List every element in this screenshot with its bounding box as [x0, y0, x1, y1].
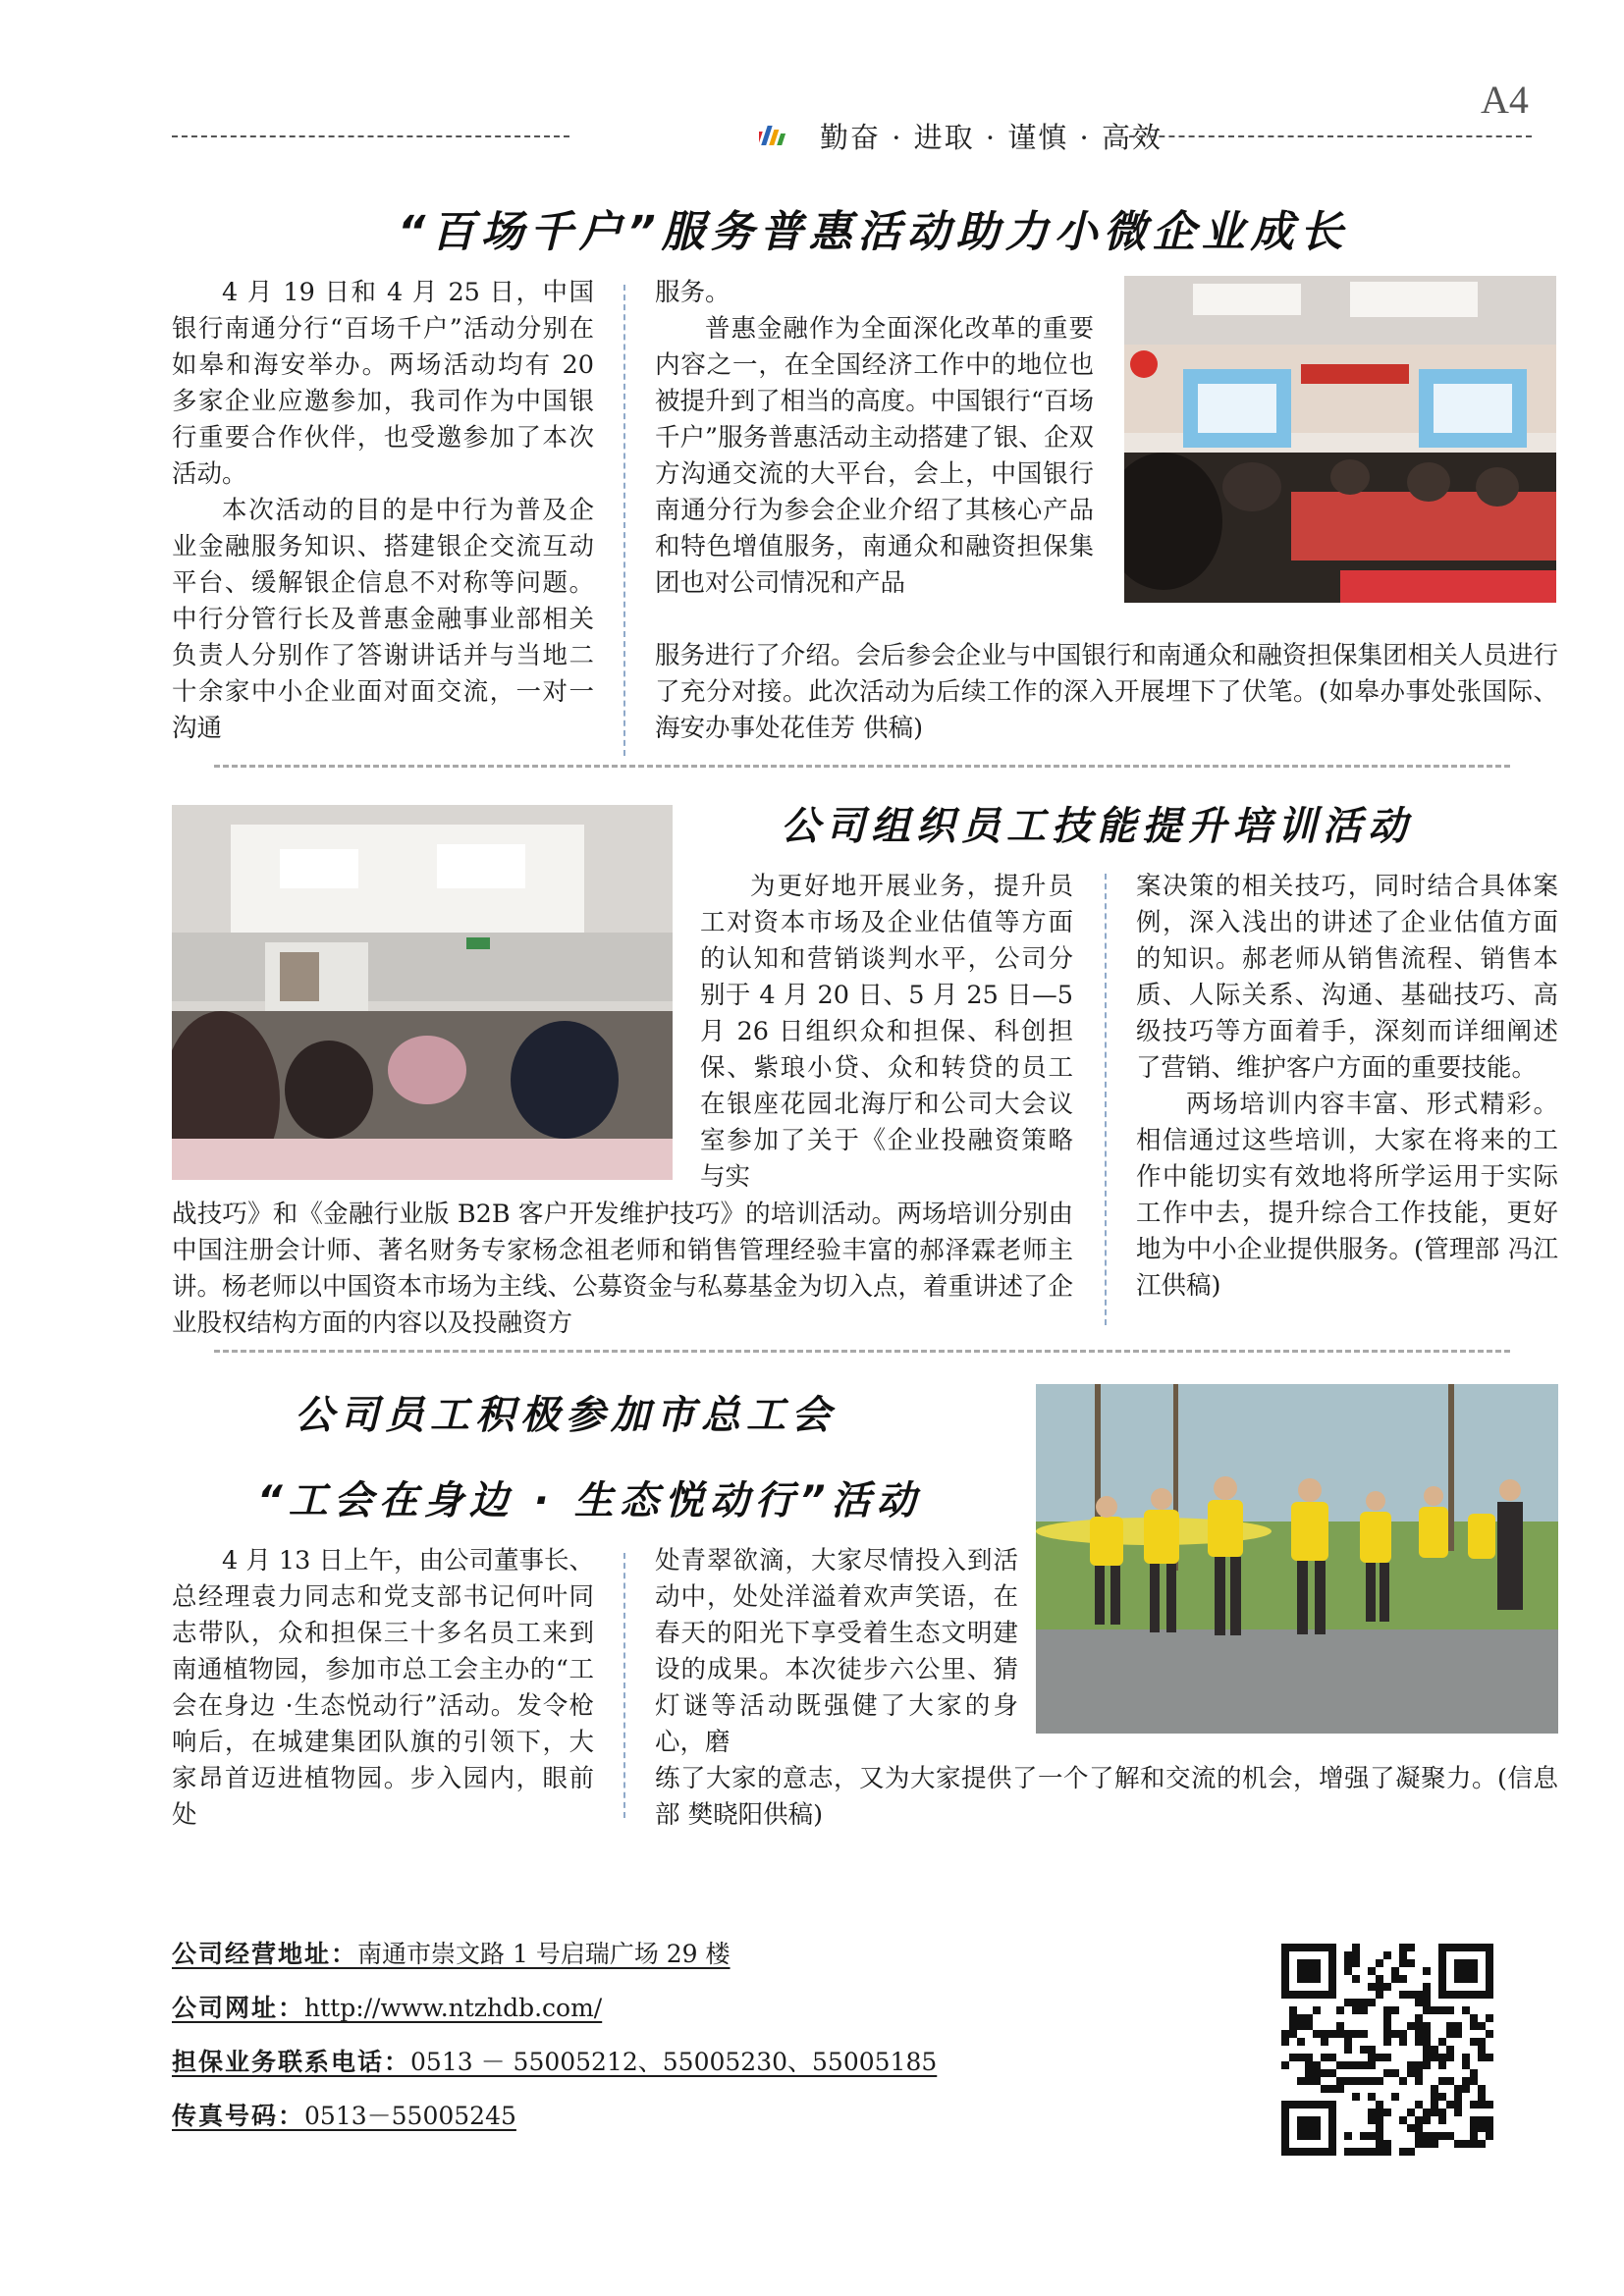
article1-col2-para1-end: 服务进行了介绍。会后参会企业与中国银行和南通众和融资担保集团相关人员进行了充分对接。此次活动为后续工作的深入开展埋下了伏笔。(如皋办事处张国际、海安办事处花佳芳 供稿) — [655, 641, 1558, 743]
footer-fax — [172, 2097, 516, 2132]
article1-col1-para1: 4 月 19 日和 4 月 25 日，中国银行南通分行“百场千户”活动分别在如皋和海安举办。两场活动均有 20 多家企业应邀参加，我司作为中国银行重要合作伙伴，也受邀参加了本次活动。 — [172, 278, 594, 489]
photo-training-session — [172, 805, 673, 1180]
article3-column2-wide — [655, 1761, 1558, 1834]
article3-column2 — [655, 1543, 1018, 1761]
article3-title-line1: 公司员工积极参加市总工会 — [295, 1393, 837, 1438]
page-number: A4 — [1481, 78, 1529, 122]
article2-col1-para1: 为更好地开展业务，提升员工对资本市场及企业估值等方面的认知和营销谈判水平，公司分别于 4 月 20 日、5 月 25 日—5 月 26 日组织众和担保、科创担保、紫琅小贷、众和转贷的员工在银座花园北海厅和公司大会议室参加了关于《企业投融资策略与实 — [700, 872, 1073, 1192]
footer-address-value: 南通市崇文路 1 号启瑞广场 29 楼 — [357, 1940, 731, 1968]
article3-col2-para1-end: 练了大家的意志，又为大家提供了一个了解和交流的机会，增强了凝聚力。(信息部 樊晓阳供稿) — [655, 1764, 1558, 1830]
footer-address — [172, 1935, 731, 1970]
company-logo-icon — [759, 122, 792, 147]
article1-column1 — [172, 275, 594, 747]
article2-column1-wide — [172, 1197, 1073, 1342]
article2-col2-para2: 两场培训内容丰富、形式精彩。相信通过这些培训，大家在将来的工作中能切实有效地将所学运用于实际工作中去，提升综合工作技能，更好地为中小企业提供服务。(管理部 冯江江供稿) — [1136, 1090, 1558, 1301]
article3-col2-para1: 处青翠欲滴，大家尽情投入到活动中，处处洋溢着欢声笑语，在春天的阳光下享受着生态文明建设的成果。本次徒步六公里、猜灯谜等活动既强健了大家的身心，磨 — [655, 1546, 1018, 1757]
article3-column1 — [172, 1543, 594, 1834]
motto-divider-left — [172, 135, 569, 137]
article2-col1-para1-end: 战技巧》和《金融行业版 B2B 客户开发维护技巧》的培训活动。两场培训分别由中国注册会计师、著名财务专家杨念祖老师和销售管理经验丰富的郝泽霖老师主讲。杨老师以中国资本市场为主线、公募资金与私募基金为切入点，着重讲述了企业股权结构方面的内容以及投融资方 — [172, 1200, 1074, 1338]
footer-fax-label: 传真号码： — [172, 2102, 305, 2130]
footer-phone-label: 担保业务联系电话： — [172, 2048, 411, 2076]
article1-col2-para1: 普惠金融作为全面深化改革的重要内容之一，在全国经济工作中的地位也被提升到了相当的高度。中国银行“百场千户”服务普惠活动主动搭建了银、企双方沟通交流的大平台，会上，中国银行南通分行为参会企业介绍了其核心产品和特色增值服务，南通众和融资担保集团也对公司情况和产品 — [655, 314, 1094, 598]
article2-column-divider — [1105, 874, 1107, 1325]
motto-text: 勤奋 · 进取 · 谨慎 · 高效 — [820, 121, 1163, 154]
motto-divider-right — [1129, 135, 1532, 137]
article3-column-divider — [623, 1553, 625, 1818]
footer-fax-value: 0513－55005245 — [304, 2102, 516, 2130]
photo-eco-walk — [1036, 1384, 1558, 1734]
article1-col2-continuation: 服务。 — [655, 278, 731, 307]
qr-code-icon — [1281, 1944, 1493, 2156]
footer-website — [172, 1989, 602, 2024]
article1-column2 — [655, 275, 1094, 602]
article3-col1-para1: 4 月 13 日上午，由公司董事长、总经理袁力同志和党支部书记何叶同志带队，众和担保三十多名员工来到南通植物园，参加市总工会主办的“工会在身边 ·生态悦动行”活动。发令枪响后，在城建集团队旗的引领下，大家昂首迈进植物园。步入园内，眼前处 — [172, 1546, 594, 1830]
article2-title: 公司组织员工技能提升培训活动 — [781, 804, 1413, 849]
footer-phone — [172, 2043, 937, 2078]
article2-column2 — [1136, 869, 1558, 1305]
article3-title-line2: “工会在身边 · 生态悦动行”活动 — [257, 1478, 922, 1523]
motto-bar — [172, 116, 1532, 155]
footer-website-link[interactable]: http://www.ntzhdb.com/ — [304, 1994, 603, 2022]
section-divider-2 — [214, 1350, 1510, 1353]
footer-phone-value: 0513 － 55005212、55005230、55005185 — [410, 2048, 938, 2076]
section-divider-1 — [214, 765, 1510, 768]
footer-address-label: 公司经营地址： — [172, 1940, 358, 1968]
article2-col2-para1: 案决策的相关技巧，同时结合具体案例，深入浅出的讲述了企业估值方面的知识。郝老师从销售流程、销售本质、人际关系、沟通、基础技巧、高级技巧等方面着手，深刻而详细阐述了营销、维护客户方面的重要技能。 — [1136, 872, 1558, 1083]
article1-column2-wide — [655, 638, 1558, 747]
article1-title: “百场千户”服务普惠活动助力小微企业成长 — [398, 207, 1349, 257]
article1-col1-para2: 本次活动的目的是中行为普及企业金融服务知识、搭建银企交流互动平台、缓解银企信息不对称等问题。中行分管行长及普惠金融事业部相关负责人分别作了答谢讲话并与当地二十余家中小企业面对面交流，一对一沟通 — [172, 496, 594, 743]
photo-conference-hall — [1124, 276, 1556, 603]
article2-column1 — [700, 869, 1073, 1196]
footer-website-label: 公司网址： — [172, 1994, 305, 2022]
article1-column-divider — [623, 285, 625, 756]
